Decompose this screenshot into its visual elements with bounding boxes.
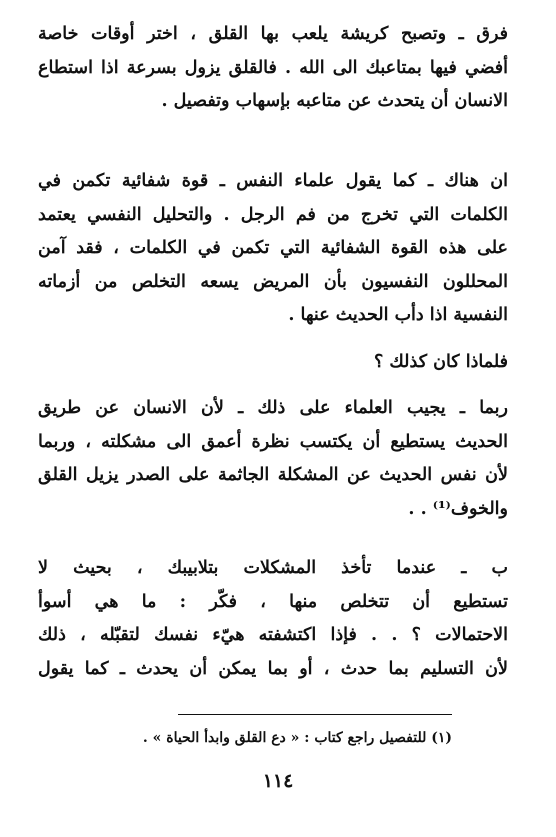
- text-line: على هذه القوة الشفائية التي تكمن في الكلمات ، فقد آمن: [38, 238, 508, 258]
- text-line: ب ـ عندما تأخذ المشكلات بتلابيبك ، بحيث لا: [38, 558, 508, 578]
- paragraph-2: [38, 165, 508, 333]
- text-line: الحديث يستطيع أن يكتسب نظرة أعمق الى مشكلته ، وربما: [38, 431, 508, 452]
- paragraph-3: [38, 346, 508, 380]
- text-line: فرق ـ وتصبح كريشة يلعب بها القلق ، اختر أوقات خاصة: [38, 24, 508, 44]
- text-line: فلماذا كان كذلك ؟: [374, 352, 508, 372]
- text-line: ربما ـ يجيب العلماء على ذلك ـ لأن الانسان عن طريق: [38, 398, 508, 418]
- text-line: الاحتمالات ؟ . . فإذا اكتشفته هيّء نفسك لتقبّله ، ذلك: [38, 625, 508, 645]
- text-line: الانسان أن يتحدث عن متاعبه بإسهاب وتفصيل .: [161, 91, 508, 111]
- footnote-divider: [178, 714, 452, 715]
- text-line: ان هناك ـ كما يقول علماء النفس ـ قوة شفائية تكمن في: [38, 171, 508, 191]
- text-line: أفضي فيها بمتاعبك الى الله . فالقلق يزول بسرعة اذا استطاع: [38, 57, 508, 78]
- text-line: تستطيع أن تتخلص منها ، فكّر : ما هي أسوأ: [38, 591, 508, 612]
- text-line: والخوف⁽¹⁾ . .: [408, 498, 508, 519]
- text-line: النفسية اذا دأب الحديث عنها .: [288, 305, 508, 325]
- text-line: الكلمات التي تخرج من فم الرجل . والتحليل النفسي يعتمد: [38, 204, 508, 225]
- footnote: (١) للتفصيل راجع كتاب : « دع القلق وابدأ الحياة » .: [142, 730, 452, 746]
- paragraph-5: [38, 552, 508, 686]
- page-number: ١١٤: [262, 770, 294, 792]
- text-line: لأن نفس الحديث عن المشكلة الجاثمة على الصدر يزيل القلق: [38, 465, 508, 485]
- text-line: لأن التسليم بما حدث ، أو بما يمكن أن يحدث ـ كما يقول: [38, 658, 508, 679]
- paragraph-4: [38, 392, 508, 526]
- text-line: المحللون النفسيون بأن المريض يسعه التخلص من أزماته: [38, 271, 508, 292]
- paragraph-1: [38, 18, 508, 119]
